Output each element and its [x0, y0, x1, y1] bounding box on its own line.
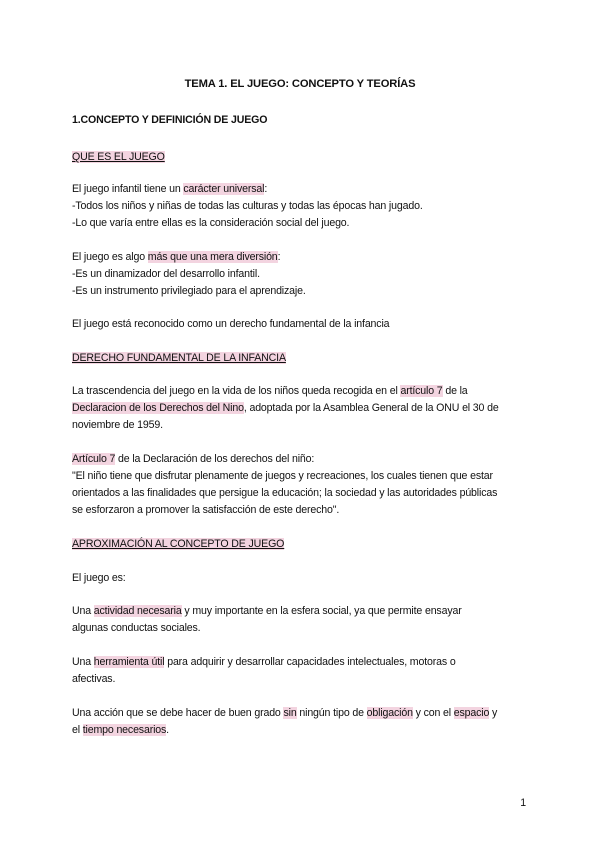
highlight: carácter universal	[183, 183, 265, 195]
highlight: Declaracion de los Derechos del Nino	[72, 402, 244, 414]
paragraph-line: noviembre de 1959.	[72, 419, 163, 431]
paragraph-line	[72, 655, 456, 669]
text: para adquirir y desarrollar capacidades intelectuales, motoras o	[164, 656, 456, 668]
paragraph-line: El juego está reconocido como un derecho fundamental de la infancia	[72, 318, 390, 330]
text: y muy importante en la esfera social, ya que permite ensayar	[181, 605, 462, 617]
paragraph-line: El juego es:	[72, 572, 126, 584]
paragraph-line	[72, 384, 468, 398]
text: La trascendencia del juego en la vida de los niños queda recogida en el	[72, 385, 401, 397]
paragraph-line	[72, 604, 462, 618]
highlight: tiempo necesarios	[82, 724, 167, 736]
paragraph-line: algunas conductas sociales.	[72, 622, 201, 634]
text: , adoptada por la Asamblea General de la ONU el 30 de	[243, 402, 499, 414]
paragraph-line	[72, 250, 280, 264]
subheading-text: APROXIMACIÓN AL CONCEPTO DE JUEGO	[72, 538, 285, 550]
text: Una	[72, 656, 94, 668]
section-heading: 1.CONCEPTO Y DEFINICIÓN DE JUEGO	[72, 114, 268, 126]
highlight: espacio	[453, 707, 490, 719]
text: .	[166, 724, 169, 736]
paragraph-line	[72, 723, 169, 737]
text: Una acción que se debe hacer de buen grado	[72, 707, 284, 719]
text: El juego infantil tiene un	[72, 183, 184, 195]
paragraph-line	[72, 706, 497, 720]
text: de la	[442, 385, 468, 397]
text: :	[277, 251, 281, 263]
highlight: obligación	[366, 707, 413, 719]
text: :	[264, 183, 268, 195]
text: y	[489, 707, 498, 719]
paragraph-line: -Es un dinamizador del desarrollo infantil.	[72, 268, 260, 280]
text: de la Declaración de los derechos del niño:	[115, 453, 315, 465]
subheading-text: DERECHO FUNDAMENTAL DE LA INFANCIA	[72, 352, 286, 364]
highlight: sin	[283, 707, 297, 719]
text: y con el	[412, 707, 454, 719]
text: ningún tipo de	[296, 707, 367, 719]
paragraph-line	[72, 401, 499, 415]
subheading-aproximacion	[72, 537, 284, 551]
highlight: herramienta útil	[93, 656, 165, 668]
document-title: TEMA 1. EL JUEGO: CONCEPTO Y TEORÍAS	[184, 78, 416, 90]
page-number: 1	[520, 797, 526, 809]
quote-line: "El niño tiene que disfrutar plenamente de juegos y recreaciones, los cuales tienen que estar	[72, 470, 493, 482]
highlight: actividad necesaria	[93, 605, 182, 617]
paragraph-line	[72, 452, 314, 466]
highlight: Artículo 7	[72, 453, 116, 465]
paragraph-line: -Todos los niños y niñas de todas las culturas y todas las épocas han jugado.	[72, 200, 423, 212]
quote-line: se esforzaron a promover la satisfacción de este derecho".	[72, 504, 340, 516]
highlight: más que una mera diversión	[147, 251, 278, 263]
subheading-derecho	[72, 351, 286, 365]
paragraph-line	[72, 182, 267, 196]
paragraph-line: -Lo que varía entre ellas es la consideración social del juego.	[72, 217, 350, 229]
text: el	[72, 724, 83, 736]
subheading-que-es-el-juego	[72, 150, 165, 164]
highlight: artículo 7	[400, 385, 443, 397]
paragraph-line: -Es un instrumento privilegiado para el aprendizaje.	[72, 285, 306, 297]
text: El juego es algo	[72, 251, 148, 263]
subheading-text: QUE ES EL JUEGO	[72, 151, 165, 163]
quote-line: orientados a las finalidades que persigue la educación; la sociedad y las autoridades públicas	[72, 487, 498, 499]
text: Una	[72, 605, 94, 617]
paragraph-line: afectivas.	[72, 673, 116, 685]
